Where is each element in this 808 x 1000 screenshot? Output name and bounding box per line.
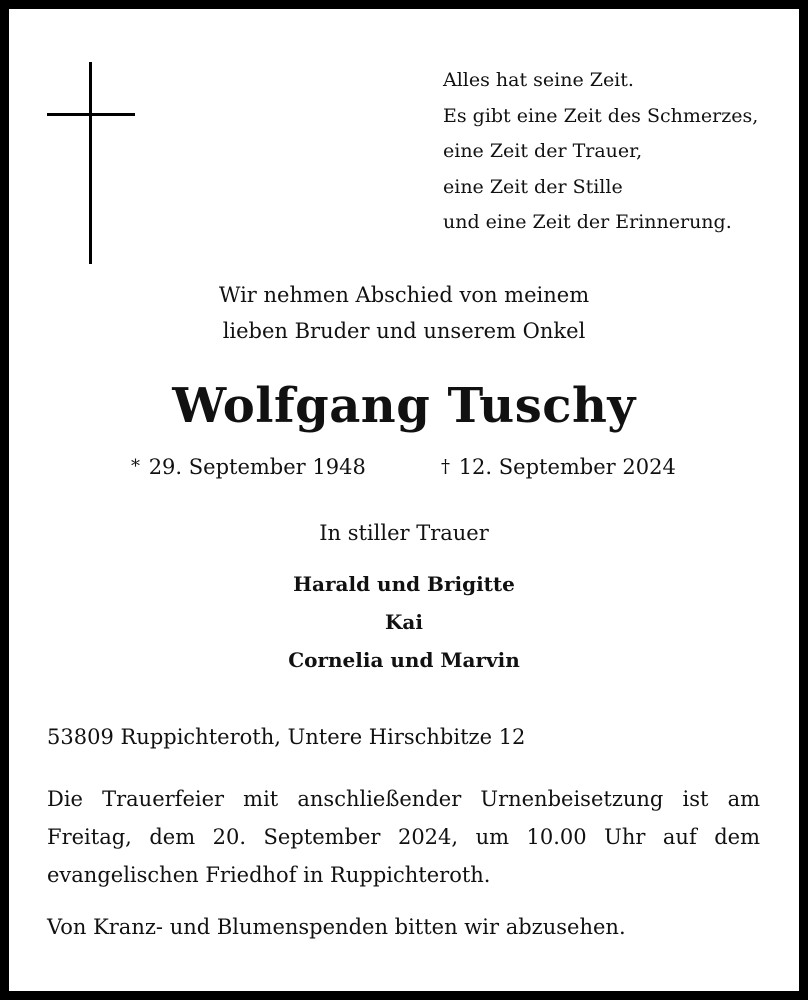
verse-line: Es gibt eine Zeit des Schmerzes,	[443, 104, 759, 127]
flower-wish: Von Kranz- und Blumenspenden bitten wir abzusehen.	[47, 915, 626, 939]
ceremony-line: evangelischen Friedhof in Ruppichteroth.	[47, 863, 491, 887]
birth-symbol: *	[131, 456, 140, 477]
mourner-name: Harald und Brigitte	[293, 572, 515, 596]
ceremony-line: Die Trauerfeier mit anschließender Urnenbeisetzung ist am	[47, 787, 760, 811]
farewell-intro	[9, 277, 799, 349]
birth-date	[131, 452, 366, 482]
verse-line: eine Zeit der Stille	[443, 175, 623, 198]
intro-line: Wir nehmen Abschied von meinem	[218, 283, 590, 307]
intro-line: lieben Bruder und unserem Onkel	[222, 319, 586, 343]
death-date-text: 12. September 2024	[458, 455, 676, 479]
death-symbol: †	[441, 456, 450, 477]
death-date	[441, 452, 676, 482]
verse-quote	[443, 63, 793, 241]
verse-line: Alles hat seine Zeit.	[443, 69, 634, 91]
deceased-name: Wolfgang Tuschy	[172, 378, 636, 434]
family-address: 53809 Ruppichteroth, Untere Hirschbitze 12	[47, 725, 526, 749]
mourner-name: Kai	[385, 610, 423, 634]
mourner-name: Cornelia und Marvin	[288, 648, 520, 672]
verse-line: und eine Zeit der Erinnerung.	[443, 211, 732, 233]
ceremony-info	[47, 780, 760, 894]
mourners-list	[9, 565, 799, 679]
verse-line: eine Zeit der Trauer,	[443, 140, 643, 162]
birth-date-text: 29. September 1948	[148, 455, 366, 479]
mourning-phrase: In stiller Trauer	[319, 521, 489, 545]
ceremony-line: Freitag, dem 20. September 2024, um 10.00 Uhr auf dem	[47, 825, 760, 849]
